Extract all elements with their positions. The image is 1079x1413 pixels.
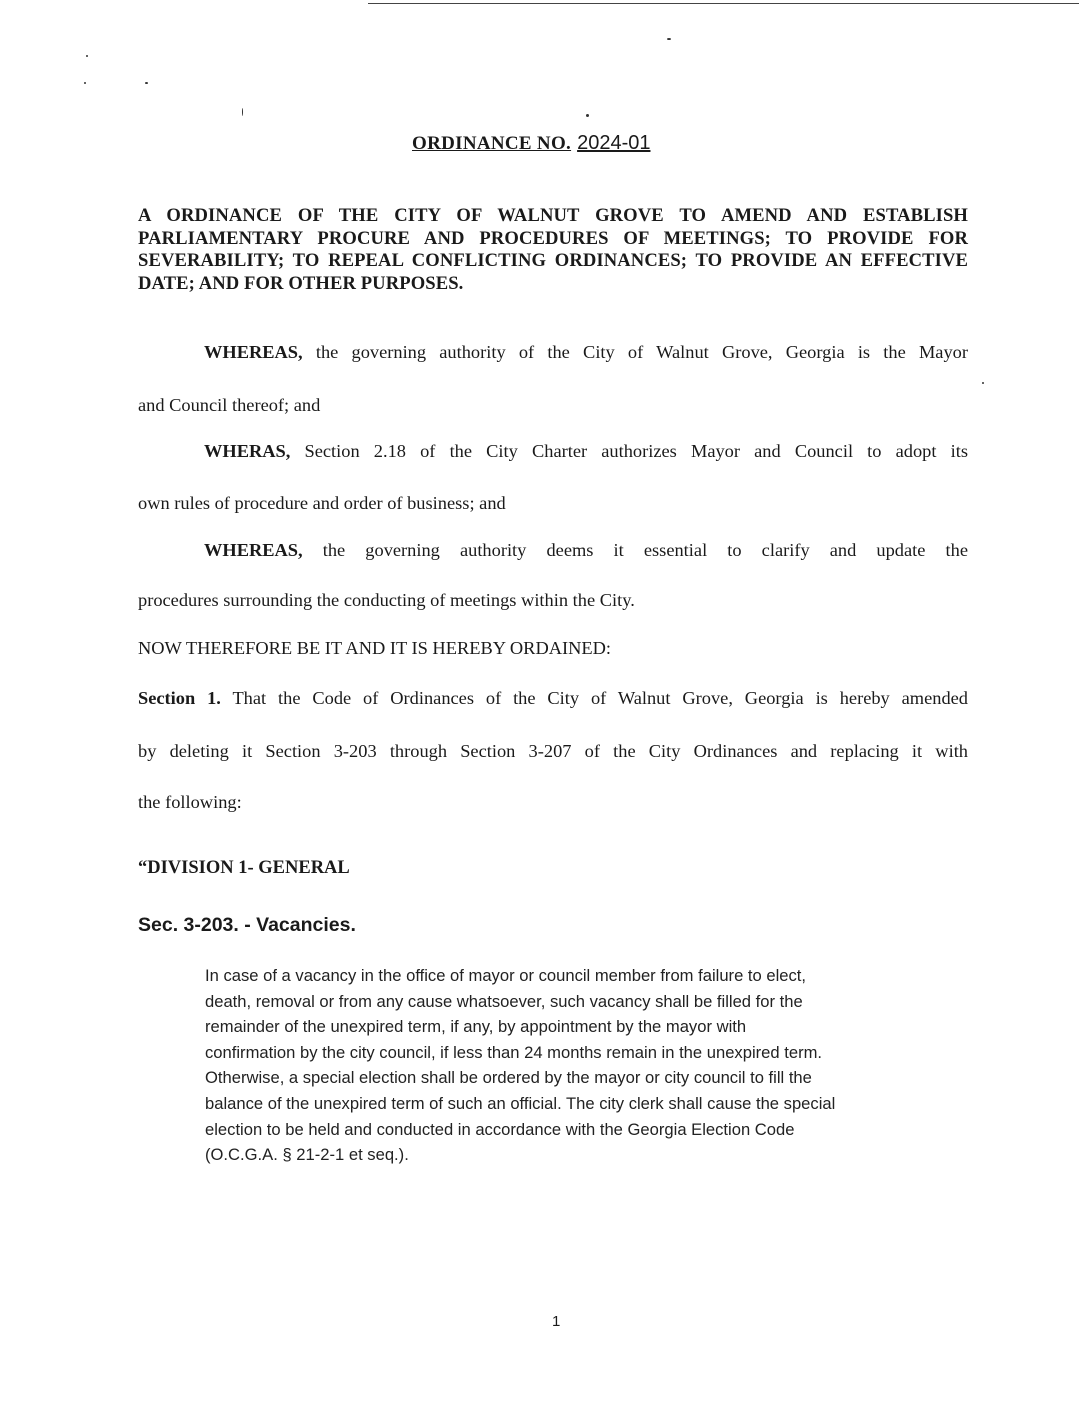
scan-speck	[84, 82, 86, 84]
recital-3-keyword: WHEREAS,	[204, 540, 303, 560]
section-3-203-line: election to be held and conducted in accordance with the Georgia Election Code	[205, 1119, 795, 1139]
recital-2-keyword: WHERAS,	[204, 441, 291, 461]
ordinance-label: ORDINANCE NO.	[412, 133, 572, 154]
recital-1-line2: and Council thereof; and	[138, 395, 321, 415]
ordinance-title: A ORDINANCE OF THE CITY OF WALNUT GROVE TO AMEND AND ESTABLISH PARLIAMENTARY PROCURE AND PROCEDURES OF MEETINGS; TO PROVIDE FOR SEVERABILITY; TO REPEAL CONFLICTING ORDINANCES; TO PROVIDE AN EFFECTIVE DATE; AND FOR OTHER PURPOSES.	[138, 205, 968, 294]
section-3-203-line: In case of a vacancy in the office of mayor or council member from failure to elect,	[205, 966, 807, 985]
section-1-line1	[138, 688, 968, 709]
section-3-203-line: confirmation by the city council, if less than 24 months remain in the unexpired term.	[205, 1042, 823, 1062]
section-3-203-body	[205, 963, 965, 1168]
recital-3-text: the governing authority deems it essential to clarify and update the	[322, 540, 968, 560]
section-1-line2: by deleting it Section 3-203 through Section 3-207 of the City Ordinances and replacing it with	[138, 741, 968, 761]
ordained-clause: NOW THEREFORE BE IT AND IT IS HEREBY ORDAINED:	[138, 638, 612, 658]
section-3-203-line: balance of the unexpired term of such an official. The city clerk shall cause the special	[205, 1093, 836, 1113]
scan-top-rule	[368, 3, 1079, 4]
section-3-203-line: Otherwise, a special election shall be ordered by the mayor or city council to fill the	[205, 1068, 812, 1088]
scan-speck	[86, 55, 88, 57]
section-1-label: Section 1.	[138, 688, 221, 708]
ordinance-number: 2024-01	[577, 132, 651, 154]
section-3-203-line: remainder of the unexpired term, if any, by appointment by the mayor with	[205, 1017, 747, 1037]
recital-2-line1	[138, 441, 968, 462]
division-heading: “DIVISION 1- GENERAL	[138, 858, 350, 878]
ordinance-heading	[412, 132, 650, 155]
recital-3-line1	[138, 540, 968, 561]
page-number: 1	[552, 1313, 561, 1330]
recital-1-line1	[138, 342, 968, 363]
recital-1-keyword: WHEREAS,	[204, 342, 303, 362]
recital-2-text: Section 2.18 of the City Charter authorizes Mayor and Council to adopt its	[304, 441, 968, 461]
recital-2-line2: own rules of procedure and order of business; and	[138, 493, 506, 513]
section-3-203-line: (O.C.G.A. § 21-2-1 et seq.).	[205, 1145, 409, 1165]
scan-speck	[667, 38, 671, 40]
section-1-line3: the following:	[138, 792, 242, 812]
scan-speck	[982, 382, 984, 384]
section-1-text: That the Code of Ordinances of the City of Walnut Grove, Georgia is hereby amended	[232, 688, 969, 708]
recital-3-line2: procedures surrounding the conducting of meetings within the City.	[138, 590, 635, 610]
section-3-203-line: death, removal or from any cause whatsoever, such vacancy shall be filled for the	[205, 991, 803, 1011]
scan-speck	[242, 108, 243, 116]
recital-1-text: the governing authority of the City of Walnut Grove, Georgia is the Mayor	[315, 342, 968, 362]
scan-speck	[586, 114, 589, 117]
section-3-203-heading: Sec. 3-203. - Vacancies.	[138, 914, 356, 936]
scan-speck	[145, 82, 148, 84]
